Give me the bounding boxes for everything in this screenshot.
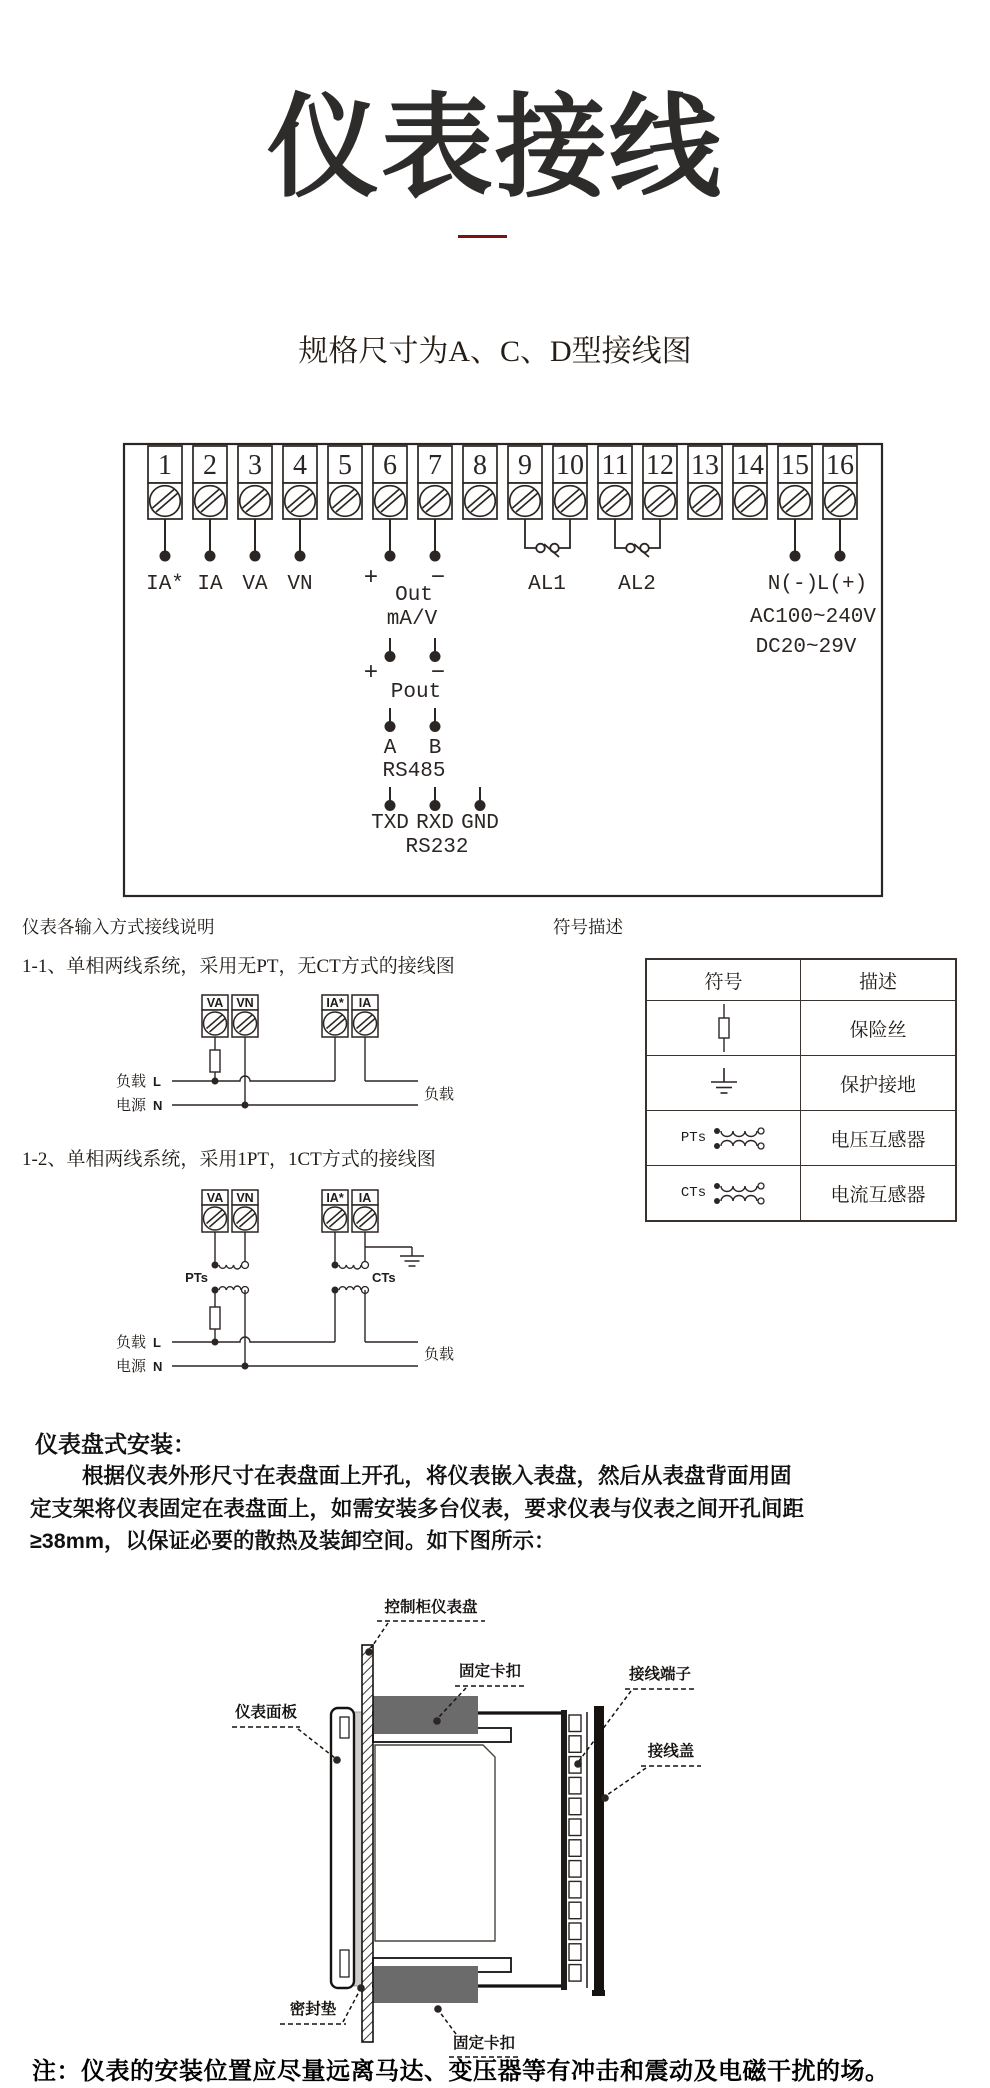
d11-line-l: L <box>153 1074 161 1089</box>
d11-terminals <box>202 995 378 1037</box>
desc-col-header: 描述 <box>801 960 955 1001</box>
d12-label-va: VA <box>206 1191 224 1205</box>
earth-symbol-cell <box>647 1056 801 1111</box>
rs485-pins <box>385 708 441 732</box>
symbol-col-header: 符号 <box>647 960 801 1001</box>
ct-winding-symbol <box>332 1262 369 1294</box>
earth-symbol <box>400 1256 424 1266</box>
pt-symbol-cell <box>647 1111 801 1166</box>
page-title: 仪表接线 <box>267 85 723 210</box>
label-rs485: RS485 <box>382 760 446 783</box>
voltage-transformer-icon <box>712 1118 766 1158</box>
panel-mount-figure <box>150 1590 760 2060</box>
fuse-symbol <box>210 1050 220 1072</box>
page-note: 注：仪表的安装位置应尽量远离马达、变压器等有冲击和震动及电磁干扰的场。 <box>32 2058 890 2085</box>
terminal-pins <box>160 519 846 562</box>
d11-load-left: 负载 <box>115 1074 146 1090</box>
out-plus: + <box>363 565 379 592</box>
wiring-cover-foot <box>592 1990 605 1996</box>
meter-panel-shape <box>331 1708 354 1988</box>
cabinet-panel-label: 控制柜仪表盘 <box>384 1599 478 1616</box>
d11-label-ia: IA <box>358 996 372 1010</box>
current-transformer-icon <box>712 1173 766 1213</box>
label-al2: AL2 <box>618 573 656 596</box>
meter-panel-label: 仪表面板 <box>234 1704 298 1721</box>
label-rxd: RXD <box>416 812 454 835</box>
d11-line-n: N <box>153 1098 163 1113</box>
panel-slot-top <box>340 1717 349 1738</box>
terminal-number: 5 <box>338 450 352 481</box>
installation-heading: 仪表盘式安装： <box>35 1431 196 1457</box>
terminal-number: 4 <box>293 450 307 481</box>
d12-cts-label: CTs <box>372 1270 396 1285</box>
d12-pts-label: PTs <box>185 1270 208 1285</box>
terminal-block-shape <box>561 1710 587 1990</box>
paragraph-line: 定支架将仪表固定在表盘面上，如需安装多台仪表，要求仪表与仪表之间开孔间距 <box>30 1496 805 1521</box>
terminal-number: 13 <box>691 450 719 481</box>
label-va: VA <box>242 573 268 596</box>
d12-label-ia: IA <box>358 1191 372 1205</box>
terminal-number: 2 <box>203 450 217 481</box>
label-out: Out <box>395 584 433 607</box>
label-l-plus: L(+) <box>816 573 868 596</box>
installation-paragraph <box>30 1460 965 1558</box>
terminal-number: 16 <box>826 450 854 481</box>
pout-plus: + <box>363 660 379 687</box>
terminal-number: 6 <box>383 450 397 481</box>
symbol-table <box>645 958 957 1222</box>
label-ia-star: IA* <box>146 573 184 596</box>
alarm-relay-contacts <box>525 519 660 557</box>
terminal-number: 11 <box>601 450 629 481</box>
terminal-block-label: 接线端子 <box>628 1666 692 1683</box>
callout-meter-panel <box>232 1702 341 1764</box>
pout-minus: − <box>430 660 446 687</box>
label-dc-range: DC20~29V <box>755 636 857 659</box>
label-rs485-a: A <box>383 737 397 760</box>
table-row-desc: 保险丝 <box>801 1001 955 1056</box>
label-rs232: RS232 <box>405 836 469 859</box>
label-gnd: GND <box>461 812 499 835</box>
wiring-cover-label: 接线盖 <box>647 1743 695 1760</box>
terminal-number: 3 <box>248 450 262 481</box>
paragraph-line: 根据仪表外形尺寸在表盘面上开孔，将仪表嵌入表盘，然后从表盘背面用固 <box>82 1464 792 1488</box>
label-txd: TXD <box>371 812 409 835</box>
d11-source-left: 电源 <box>115 1098 146 1114</box>
d11-label-ia-star: IA* <box>326 996 344 1010</box>
fixing-clip-top-label: 固定卡扣 <box>458 1663 522 1680</box>
callout-gasket <box>280 1984 365 2024</box>
fuse-icon <box>709 1004 739 1052</box>
main-terminal-diagram <box>115 438 885 900</box>
diagram-1-2 <box>60 1185 470 1397</box>
d12-label-vn: VN <box>236 1191 254 1205</box>
gasket-shape <box>354 1712 362 1986</box>
meter-case-outline <box>375 1745 495 1941</box>
label-ia: IA <box>197 573 223 596</box>
terminal-number: 15 <box>781 450 809 481</box>
terminal-number: 14 <box>736 450 764 481</box>
d12-wiring <box>172 1232 424 1370</box>
d11-label-vn: VN <box>236 996 254 1010</box>
table-row-desc: 保护接地 <box>801 1056 955 1111</box>
label-ma-v: mA/V <box>386 608 438 631</box>
label-pout: Pout <box>390 681 442 704</box>
symbol-table-heading: 符号描述 <box>553 917 623 937</box>
label-rs485-b: B <box>428 737 442 760</box>
d12-load-left: 负载 <box>115 1335 146 1351</box>
pt-symbol-label: PTs <box>680 1130 707 1146</box>
d12-terminals <box>202 1190 378 1232</box>
table-row-desc: 电压互感器 <box>801 1111 955 1166</box>
cabinet-panel-shape <box>362 1645 373 2042</box>
fixing-clip-bottom-label: 固定卡扣 <box>452 2035 516 2052</box>
label-al1: AL1 <box>528 573 566 596</box>
terminal-number: 1 <box>158 450 172 481</box>
label-ac-range: AC100~240V <box>749 606 877 629</box>
callout-fixing-clip-bottom <box>434 2005 519 2057</box>
label-vn: VN <box>287 573 313 596</box>
d11-load-right: 负载 <box>424 1087 455 1103</box>
terminal-number: 12 <box>646 450 674 481</box>
callout-cabinet-panel <box>365 1597 485 1656</box>
panel-slot-bottom <box>340 1950 349 1977</box>
pout-pins <box>385 638 441 662</box>
d12-line-l: L <box>153 1335 161 1350</box>
d12-source-left: 电源 <box>115 1359 146 1375</box>
protective-earth-icon <box>702 1066 746 1100</box>
rs232-pins <box>385 787 486 811</box>
terminal-number: 9 <box>518 450 532 481</box>
d12-label-ia-star: IA* <box>326 1191 344 1205</box>
page-subtitle: 规格尺寸为A、C、D型接线图 <box>298 335 692 368</box>
fuse-symbol <box>210 1307 220 1329</box>
fixing-clip-top-shape <box>373 1696 478 1734</box>
pt-winding-symbol <box>212 1262 249 1294</box>
diagram-1-1 <box>60 990 470 1140</box>
terminal-number: 10 <box>556 450 584 481</box>
ct-symbol-label: CTs <box>680 1185 707 1201</box>
gasket-label: 密封垫 <box>289 2001 337 2018</box>
out-minus: − <box>430 565 446 592</box>
terminal-number: 7 <box>428 450 442 481</box>
d12-load-right: 负载 <box>424 1347 455 1363</box>
fixing-clip-bottom-shape <box>373 1966 478 2003</box>
paragraph-line: ≥38mm，以保证必要的散热及装卸空间。如下图所示： <box>30 1529 556 1553</box>
caption-1-2: 1-2、单相两线系统，采用1PT，1CT方式的接线图 <box>22 1149 436 1170</box>
caption-1-1: 1-1、单相两线系统，采用无PT，无CT方式的接线图 <box>22 956 455 977</box>
title-accent-rule <box>458 235 507 238</box>
wiring-cover-shape <box>594 1706 604 1992</box>
callout-wiring-cover <box>601 1741 701 1802</box>
terminal-number: 8 <box>473 450 487 481</box>
ct-symbol-cell <box>647 1166 801 1220</box>
wiring-section-heading: 仪表各输入方式接线说明 <box>22 917 215 937</box>
d11-label-va: VA <box>206 996 224 1010</box>
d12-line-n: N <box>153 1359 163 1374</box>
label-n-minus: N(-) <box>767 573 819 596</box>
d11-wiring <box>172 1037 418 1109</box>
fuse-symbol-cell <box>647 1001 801 1056</box>
table-row-desc: 电流互感器 <box>830 1184 926 1206</box>
